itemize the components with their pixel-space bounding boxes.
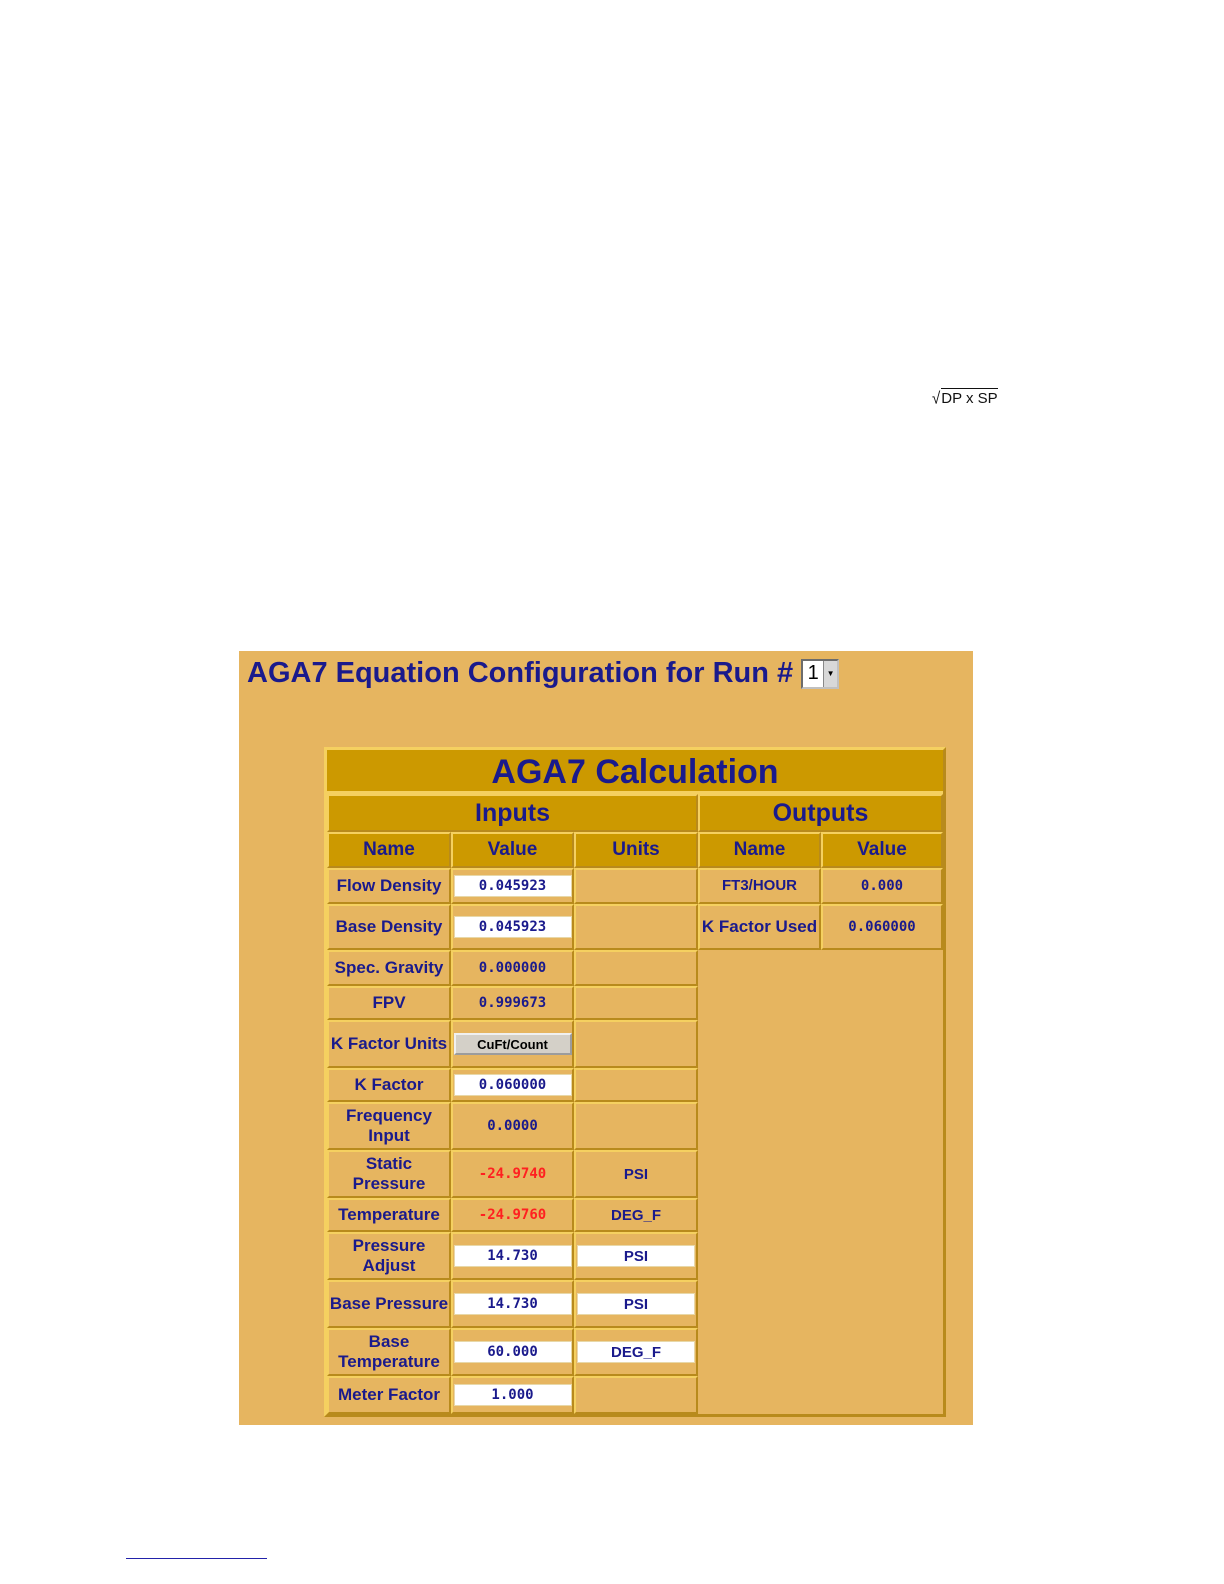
input-name-k-factor: K Factor	[327, 1068, 451, 1102]
input-name-base-density: Base Density	[327, 904, 451, 950]
formula-text: DP x SP	[941, 390, 998, 407]
input-units-meter-factor	[574, 1376, 698, 1414]
flow-formula	[932, 390, 998, 407]
chevron-down-icon[interactable]: ▼	[823, 661, 837, 687]
input-units-frequency-input	[574, 1102, 698, 1150]
input-units-flow-density	[574, 868, 698, 904]
input-value-cell-meter-factor	[451, 1376, 574, 1414]
input-value-cell-k-factor	[451, 1068, 574, 1102]
aga7-config-panel	[239, 651, 973, 1425]
input-units-k-factor	[574, 1068, 698, 1102]
page-title-text: AGA7 Equation Configuration for Run #	[247, 657, 794, 689]
col-header-output-value: Value	[821, 832, 943, 868]
aga7-calculation-table	[324, 747, 946, 1417]
pressure-adjust-input[interactable]: 14.730	[454, 1245, 572, 1267]
input-units-static-pressure: PSI	[574, 1150, 698, 1198]
input-units-temperature: DEG_F	[574, 1198, 698, 1232]
frequency-input-value: 0.0000	[451, 1102, 574, 1150]
input-value-cell-k-factor-units	[451, 1020, 574, 1068]
base-pressure-input[interactable]: 14.730	[454, 1293, 572, 1315]
static-pressure-value: -24.9740	[451, 1150, 574, 1198]
page-title	[247, 657, 839, 690]
base-temperature-units-input[interactable]: DEG_F	[577, 1341, 695, 1363]
pressure-adjust-units-input[interactable]: PSI	[577, 1245, 695, 1267]
fpv-value: 0.999673	[451, 986, 574, 1020]
temperature-value: -24.9760	[451, 1198, 574, 1232]
input-units-cell-base-temperature	[574, 1328, 698, 1376]
radical-sign: √	[932, 389, 941, 408]
col-header-output-name: Name	[698, 832, 821, 868]
col-header-input-value: Value	[451, 832, 574, 868]
k-factor-input[interactable]: 0.060000	[454, 1074, 572, 1096]
k-factor-units-button[interactable]: CuFt/Count	[454, 1033, 572, 1055]
output-value-ft3-hour: 0.000	[821, 868, 943, 904]
input-units-k-factor-units	[574, 1020, 698, 1068]
outputs-empty-area	[698, 950, 943, 1414]
base-temperature-input[interactable]: 60.000	[454, 1341, 572, 1363]
col-header-input-units: Units	[574, 832, 698, 868]
input-name-base-pressure: Base Pressure	[327, 1280, 451, 1328]
base-pressure-units-input[interactable]: PSI	[577, 1293, 695, 1315]
base-density-input[interactable]: 0.045923	[454, 916, 572, 938]
calc-title: AGA7 Calculation	[327, 750, 943, 794]
input-units-cell-base-pressure	[574, 1280, 698, 1328]
outputs-header: Outputs	[698, 794, 943, 832]
input-value-cell-flow-density	[451, 868, 574, 904]
input-name-spec-gravity: Spec. Gravity	[327, 950, 451, 986]
input-name-frequency-input: Frequency Input	[327, 1102, 451, 1150]
input-value-cell-base-pressure	[451, 1280, 574, 1328]
run-number-select[interactable]	[801, 659, 839, 689]
inputs-header: Inputs	[327, 794, 698, 832]
col-header-input-name: Name	[327, 832, 451, 868]
input-name-meter-factor: Meter Factor	[327, 1376, 451, 1414]
spec-gravity-value: 0.000000	[451, 950, 574, 986]
run-number-value: 1	[807, 662, 819, 684]
input-name-pressure-adjust: Pressure Adjust	[327, 1232, 451, 1280]
output-name-k-factor-used: K Factor Used	[698, 904, 821, 950]
input-units-cell-pressure-adjust	[574, 1232, 698, 1280]
footnote-divider	[126, 1558, 267, 1559]
output-value-k-factor-used: 0.060000	[821, 904, 943, 950]
input-name-k-factor-units: K Factor Units	[327, 1020, 451, 1068]
input-name-fpv: FPV	[327, 986, 451, 1020]
input-value-cell-base-temperature	[451, 1328, 574, 1376]
input-name-temperature: Temperature	[327, 1198, 451, 1232]
input-name-base-temperature: Base Temperature	[327, 1328, 451, 1376]
output-name-ft3-hour: FT3/HOUR	[698, 868, 821, 904]
flow-density-input[interactable]: 0.045923	[454, 875, 572, 897]
input-value-cell-base-density	[451, 904, 574, 950]
input-units-fpv	[574, 986, 698, 1020]
input-units-base-density	[574, 904, 698, 950]
meter-factor-input[interactable]: 1.000	[454, 1384, 572, 1406]
input-units-spec-gravity	[574, 950, 698, 986]
input-name-static-pressure: Static Pressure	[327, 1150, 451, 1198]
input-value-cell-pressure-adjust	[451, 1232, 574, 1280]
input-name-flow-density: Flow Density	[327, 868, 451, 904]
